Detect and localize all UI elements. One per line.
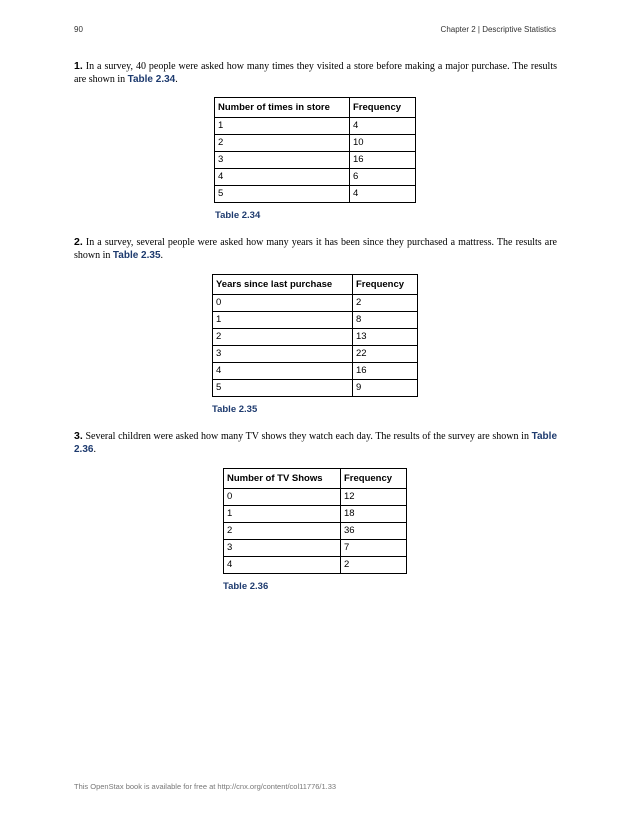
problem-text: In a survey, 40 people were asked how many times they visited a store before making a major purchase. The results are shown in xyxy=(74,61,558,85)
table-row xyxy=(213,295,418,312)
table-row xyxy=(215,135,416,152)
column-header: Frequency xyxy=(341,469,407,489)
table-row xyxy=(224,557,407,574)
table-row xyxy=(224,489,407,506)
problem-2: 2. In a survey, several people were asked how many years it has been since they purchased a mattress. The results are shown in Table 2.35. xyxy=(74,236,557,261)
table-cell: 18 xyxy=(341,506,407,523)
table-cell: 5 xyxy=(215,186,350,203)
table-caption: Table 2.36 xyxy=(223,581,269,592)
table-row xyxy=(215,118,416,135)
table-cell: 16 xyxy=(353,363,418,380)
chapter-header: Chapter 2 | Descriptive Statistics xyxy=(440,25,556,34)
table-cell: 1 xyxy=(215,118,350,135)
table-cell: 13 xyxy=(353,329,418,346)
table-cell: 3 xyxy=(213,346,353,363)
page-footer: This OpenStax book is available for free at http://cnx.org/content/col11776/1.33 xyxy=(74,782,337,791)
frequency-table-1 xyxy=(214,97,416,203)
table-row xyxy=(213,346,418,363)
table-cell: 4 xyxy=(224,557,341,574)
table-cell: 4 xyxy=(215,169,350,186)
table-row xyxy=(213,312,418,329)
table-cell: 2 xyxy=(341,557,407,574)
table-cell: 4 xyxy=(213,363,353,380)
table-cell: 12 xyxy=(341,489,407,506)
table-row xyxy=(213,380,418,397)
table-caption: Table 2.34 xyxy=(215,210,261,221)
problem-3: 3. Several children were asked how many TV shows they watch each day. The results of the survey are shown in Table 2.36. xyxy=(74,430,558,455)
table-cell: 0 xyxy=(224,489,341,506)
table-cell: 22 xyxy=(353,346,418,363)
problem-text: Several children were asked how many TV shows they watch each day. The results of the survey are shown in xyxy=(85,431,529,442)
table-cell: 0 xyxy=(213,295,353,312)
table-cell: 7 xyxy=(341,540,407,557)
table-row xyxy=(213,329,418,346)
table-cell: 9 xyxy=(353,380,418,397)
table-link[interactable]: Table 2.36 xyxy=(74,431,558,455)
problem-number: 1. xyxy=(74,60,83,72)
table-cell: 8 xyxy=(353,312,418,329)
table-link[interactable]: Table 2.35 xyxy=(112,250,161,261)
table-cell: 10 xyxy=(350,135,416,152)
table-cell: 3 xyxy=(215,152,350,169)
problem-text: In a survey, several people were asked how many years it has been since they purchased a mattress. The results are shown in xyxy=(74,237,557,261)
table-cell: 2 xyxy=(224,523,341,540)
table-cell: 4 xyxy=(350,118,416,135)
table-caption: Table 2.35 xyxy=(212,404,258,415)
table-cell: 2 xyxy=(215,135,350,152)
column-header: Frequency xyxy=(353,275,418,295)
frequency-table-2 xyxy=(212,274,418,397)
table-row xyxy=(215,186,416,203)
problem-number: 3. xyxy=(74,430,83,442)
table-row xyxy=(215,169,416,186)
table-row xyxy=(213,363,418,380)
table-row xyxy=(224,523,407,540)
table-cell: 2 xyxy=(213,329,353,346)
column-header: Years since last purchase xyxy=(213,275,353,295)
table-link[interactable]: Table 2.34 xyxy=(127,74,176,85)
table-cell: 1 xyxy=(224,506,341,523)
table-cell: 1 xyxy=(213,312,353,329)
table-cell: 5 xyxy=(213,380,353,397)
table-cell: 36 xyxy=(341,523,407,540)
table-cell: 3 xyxy=(224,540,341,557)
column-header: Number of TV Shows xyxy=(224,469,341,489)
column-header: Frequency xyxy=(350,98,416,118)
column-header: Number of times in store xyxy=(215,98,350,118)
page-number: 90 xyxy=(74,25,83,34)
table-row xyxy=(224,506,407,523)
table-row xyxy=(224,540,407,557)
table-cell: 4 xyxy=(350,186,416,203)
table-cell: 6 xyxy=(350,169,416,186)
table-cell: 2 xyxy=(353,295,418,312)
problem-number: 2. xyxy=(74,236,83,248)
table-row xyxy=(215,152,416,169)
frequency-table-3 xyxy=(223,468,407,574)
problem-1: 1. In a survey, 40 people were asked how many times they visited a store before making a major purchase. The results are shown in Table 2.34. xyxy=(74,60,558,85)
table-cell: 16 xyxy=(350,152,416,169)
